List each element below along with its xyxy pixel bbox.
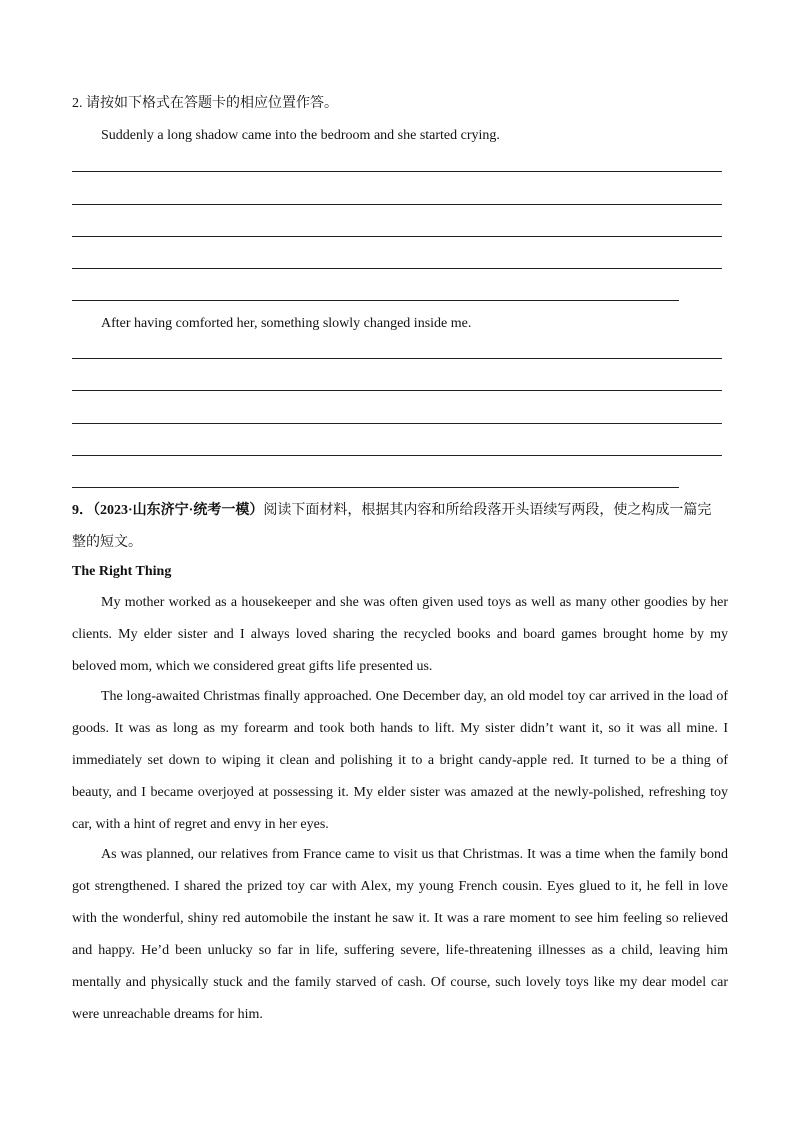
passage-paragraph: As was planned, our relatives from France came to visit us that Christmas. It was a time when the family bond got strengthened. I shared the prized toy car with Alex, my young French cousin. Eyes glued to it, he fell in love with the wonderful, shiny red automobile the instant he saw it. It was a rare moment to see him feeling so relieved and happy. He’d been unlucky so far in life, suffering severe, life-threatening illnesses as a child, leaving him mentally and physically stuck and the family starved of cash. Of course, such lovely toys like my dear model car were unreachable dreams for him. (72, 847, 728, 1022)
paragraph-opener-2: After having comforted her, something slowly changed inside me. (101, 316, 472, 331)
question-number: 9． (72, 503, 93, 518)
answer-line (72, 358, 722, 359)
answer-instruction: 2. 请按如下格式在答题卡的相应位置作答。 (72, 96, 338, 111)
answer-line (72, 455, 722, 456)
answer-line (72, 423, 722, 424)
answer-line (72, 204, 722, 205)
answer-line (72, 268, 722, 269)
answer-line (72, 171, 722, 172)
answer-line (72, 300, 679, 301)
passage-paragraph: The long-awaited Christmas finally approached. One December day, an old model toy car arrived in the load of goods. It was as long as my forearm and took both hands to lift. My sister didn’t want it, so it was all mine. I immediately set down to wiping it clean and polishing it to a bright candy-apple red. It turned to be a thing of beauty, and I became overjoyed at possessing it. My elder sister was amazed at the newly-polished, refreshing toy car, with a hint of regret and envy in her eyes. (72, 689, 728, 832)
answer-line (72, 487, 679, 488)
paragraph-opener-1: Suddenly a long shadow came into the bedroom and she started crying. (101, 128, 500, 143)
question-instruction: 阅读下面材料，根据其内容和所给段落开头语续写两段，使之构成一篇完 (263, 503, 712, 518)
question-9-header (72, 501, 711, 521)
passage-paragraph: My mother worked as a housekeeper and she was often given used toys as well as many other goodies by her clients. My elder sister and I always loved sharing the recycled books and board games brought home by my beloved mom, which we considered great gifts life presented us. (72, 595, 728, 674)
question-source: （2023·山东济宁·统考一模） (93, 503, 264, 518)
question-instruction-continued: 整的短文。 (72, 535, 142, 550)
passage-title: The Right Thing (72, 564, 172, 579)
answer-line (72, 390, 722, 391)
answer-line (72, 236, 722, 237)
